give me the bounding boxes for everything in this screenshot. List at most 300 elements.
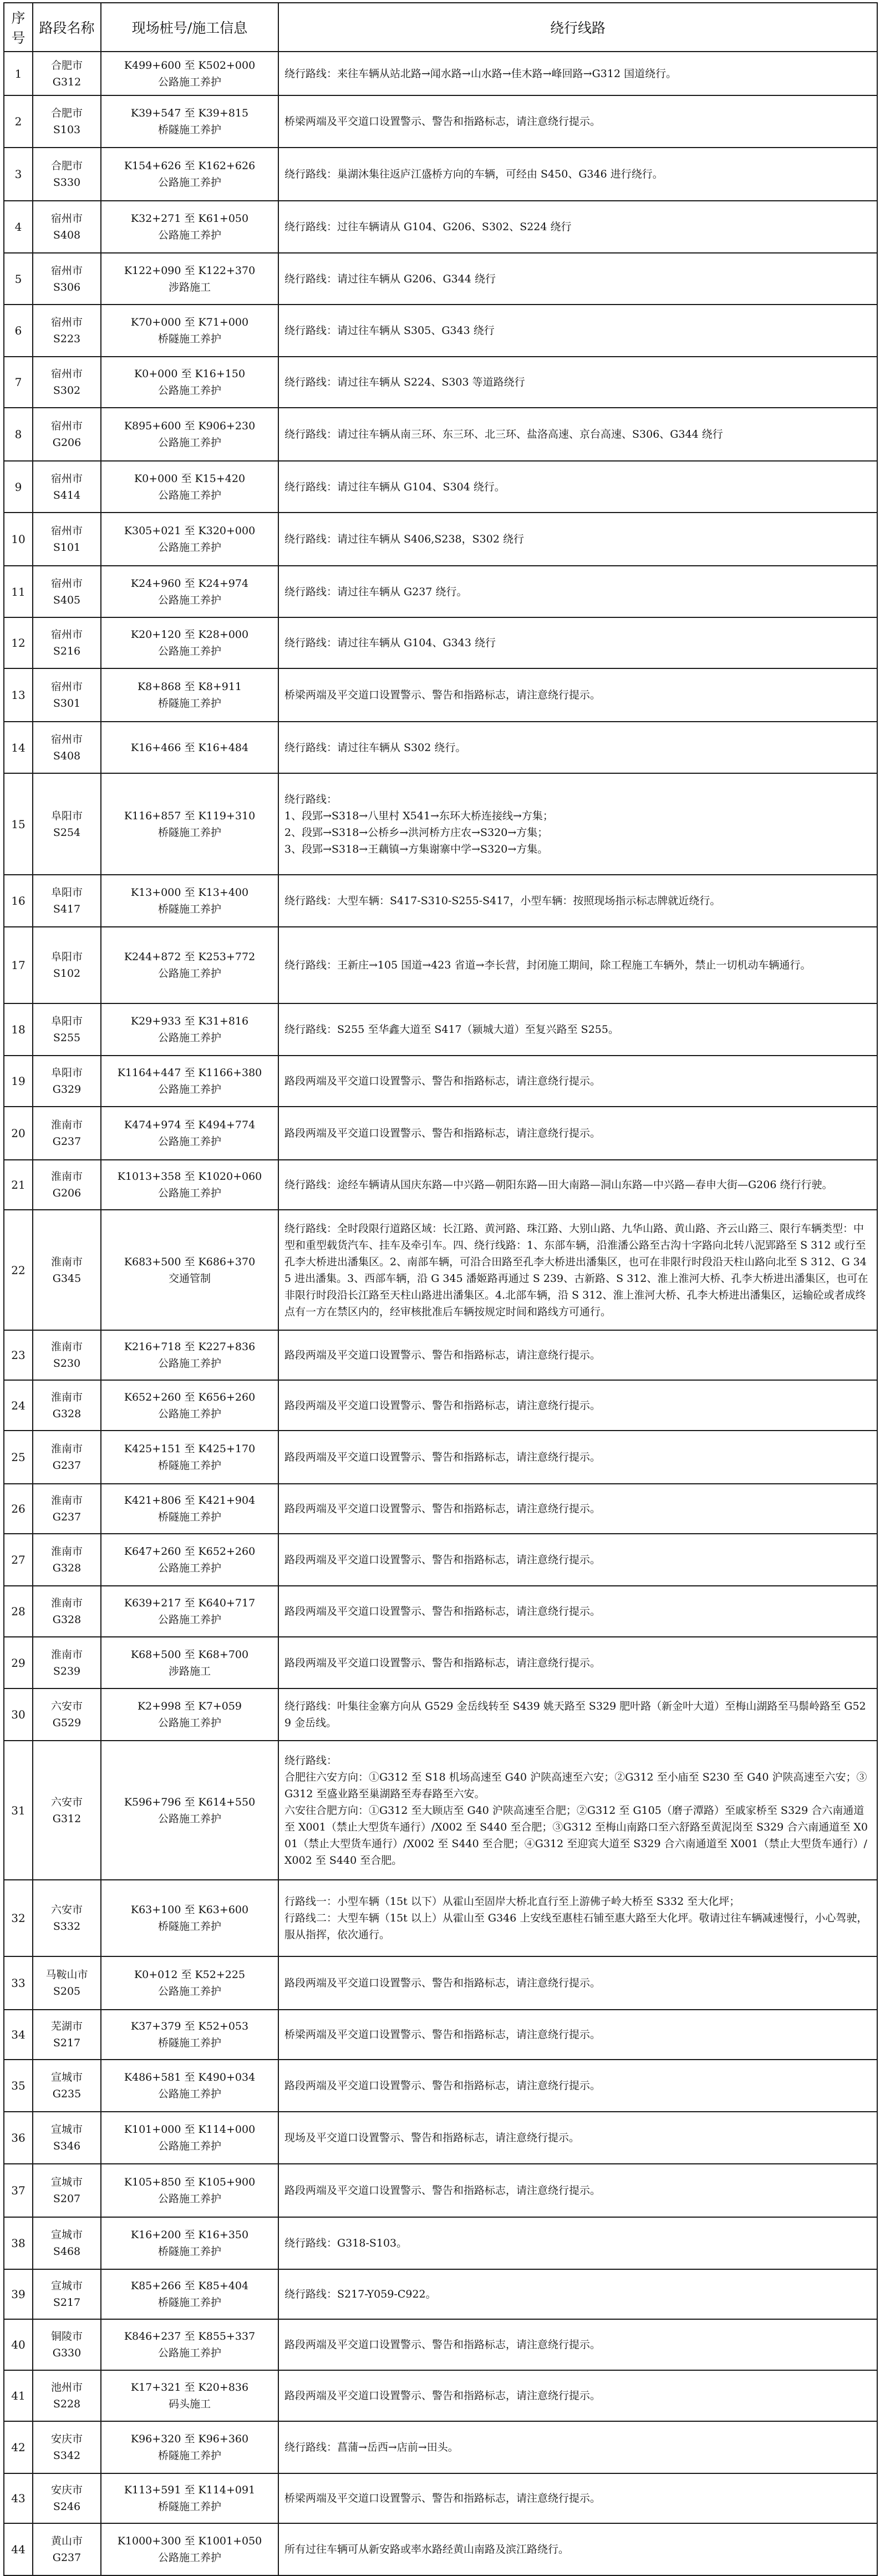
detour-route	[278, 201, 877, 253]
road-name-line: S230	[53, 1357, 81, 1370]
row-number: 19	[4, 1056, 33, 1107]
pile-info-line: 涉路施工	[168, 1665, 211, 1677]
row-number: 4	[4, 201, 33, 253]
row-number: 14	[4, 722, 33, 773]
pile-info-line: 公路施工养护	[157, 1407, 221, 1420]
pile-info-line: K1013+358 至 K1020+060	[117, 1170, 262, 1183]
pile-info-line: K0+000 至 K16+150	[134, 368, 246, 380]
row-number: 38	[4, 2217, 33, 2269]
pile-info	[101, 201, 278, 253]
detour-route	[278, 1107, 877, 1160]
road-name	[33, 1741, 101, 1880]
detour-route	[278, 148, 877, 201]
pile-info	[101, 305, 278, 357]
pile-info-line: K113+591 至 K114+091	[124, 2484, 256, 2496]
pile-info-line: 桥隧施工养护	[157, 2245, 221, 2258]
detour-route-line: 路段两端及平交道口设置警示、警告和指路标志，请注意绕行提示。	[284, 1075, 601, 1087]
detour-route	[278, 1380, 877, 1431]
table-row	[4, 927, 877, 1003]
detour-route-line: 路段两端及平交道口设置警示、警告和指路标志，请注意绕行提示。	[284, 1399, 601, 1412]
pile-info-line: K116+857 至 K119+310	[124, 809, 256, 822]
road-name	[33, 2010, 101, 2060]
table-row	[4, 875, 877, 927]
table-row	[4, 1380, 877, 1431]
row-number: 42	[4, 2421, 33, 2473]
road-name	[33, 1431, 101, 1484]
road-name	[33, 513, 101, 566]
detour-route	[278, 2370, 877, 2421]
table-row	[4, 1586, 877, 1637]
pile-info	[101, 875, 278, 927]
row-number: 12	[4, 617, 33, 668]
pile-info-line: K895+600 至 K906+230	[124, 420, 256, 432]
row-number: 13	[4, 668, 33, 722]
header-row	[4, 3, 877, 52]
pile-info	[101, 1160, 278, 1210]
road-name-line: 淮南市	[50, 1648, 83, 1661]
road-name-line: 宿州市	[50, 681, 83, 693]
row-number: 10	[4, 513, 33, 566]
pile-info-line: K652+260 至 K656+260	[124, 1391, 256, 1403]
pile-info-line: K425+151 至 K425+170	[124, 1443, 256, 1455]
road-name-line: G328	[52, 1407, 82, 1420]
table-row	[4, 2370, 877, 2421]
road-name-line: S254	[53, 826, 81, 839]
road-name-line: 阜阳市	[50, 809, 83, 822]
pile-info	[101, 2370, 278, 2421]
pile-info-line: 公路施工养护	[157, 2193, 221, 2205]
detour-route	[278, 1688, 877, 1741]
road-name-line: 芜湖市	[50, 2020, 83, 2032]
road-name	[33, 1330, 101, 1380]
table-row	[4, 95, 877, 148]
road-name	[33, 1637, 101, 1688]
road-name-line: 宿州市	[50, 212, 83, 225]
detour-route	[278, 2010, 877, 2060]
pile-info-line: 桥隧施工养护	[157, 1459, 221, 1472]
pile-info-line: 公路施工养护	[157, 2347, 221, 2359]
road-name	[33, 617, 101, 668]
pile-info-line: 桥隧施工养护	[157, 2296, 221, 2309]
pile-info	[101, 2010, 278, 2060]
road-name-line: 宿州市	[50, 316, 83, 328]
road-name	[33, 2112, 101, 2164]
pile-info	[101, 253, 278, 305]
road-name-line: 宿州市	[50, 264, 83, 277]
road-name	[33, 2217, 101, 2269]
row-number: 29	[4, 1637, 33, 1688]
pile-info	[101, 2473, 278, 2523]
row-number: 21	[4, 1160, 33, 1210]
row-number: 28	[4, 1586, 33, 1637]
road-name	[33, 461, 101, 513]
pile-info	[101, 95, 278, 148]
pile-info-line: 公路施工养护	[157, 541, 221, 554]
road-name-line: G235	[52, 2088, 82, 2100]
road-name	[33, 773, 101, 875]
table-row	[4, 408, 877, 461]
detour-route-line: 绕行路线：巢湖沐集往返庐江盛桥方向的车辆，可经由 S450、G346 进行绕行。	[284, 168, 663, 180]
detour-route	[278, 461, 877, 513]
pile-info	[101, 148, 278, 201]
road-name	[33, 357, 101, 408]
pile-info-line: K639+217 至 K640+717	[124, 1597, 256, 1609]
row-number: 22	[4, 1210, 33, 1330]
pile-info-line: K70+000 至 K71+000	[130, 316, 249, 328]
table-row	[4, 1003, 877, 1056]
detour-route-line: 路段两端及平交道口设置警示、警告和指路标志，请注意绕行提示。	[284, 1503, 601, 1515]
road-name	[33, 1003, 101, 1056]
road-name-line: G345	[52, 1272, 82, 1285]
pile-info	[101, 2112, 278, 2164]
pile-info	[101, 566, 278, 617]
pile-info	[101, 773, 278, 875]
row-number: 18	[4, 1003, 33, 1056]
table-row	[4, 2319, 877, 2370]
pile-info-line: 桥隧施工养护	[157, 333, 221, 345]
detour-route	[278, 2473, 877, 2523]
pile-info-line: 公路施工养护	[157, 1032, 221, 1044]
row-number: 31	[4, 1741, 33, 1880]
row-number: 27	[4, 1534, 33, 1586]
detour-route-line: 绕行路线：G318-S103。	[284, 2237, 408, 2249]
table-row	[4, 773, 877, 875]
road-name-line: S417	[53, 903, 81, 915]
road-name-line: S228	[53, 2398, 81, 2410]
pile-info	[101, 408, 278, 461]
row-number: 9	[4, 461, 33, 513]
pile-info-line: 公路施工养护	[157, 1562, 221, 1574]
road-name-line: 淮南市	[50, 1545, 83, 1558]
pile-info-line: 公路施工养护	[157, 176, 221, 189]
pile-info	[101, 722, 278, 773]
road-name	[33, 95, 101, 148]
table-row	[4, 2060, 877, 2112]
pile-info-line: K37+379 至 K52+053	[130, 2020, 249, 2032]
road-name-line: S102	[53, 967, 81, 980]
row-number: 39	[4, 2269, 33, 2319]
pile-info	[101, 2319, 278, 2370]
row-number: 44	[4, 2523, 33, 2575]
detour-route	[278, 513, 877, 566]
road-name-line: G312	[52, 75, 82, 88]
detour-route-line: 绕行路线：	[284, 1754, 338, 1767]
road-name-line: S306	[53, 281, 81, 293]
row-number: 34	[4, 2010, 33, 2060]
pile-info-line: 公路施工养护	[157, 75, 221, 88]
road-name-line: S255	[53, 1032, 81, 1044]
pile-info	[101, 1688, 278, 1741]
pile-info-line: K105+850 至 K105+900	[124, 2176, 256, 2188]
table-row	[4, 2523, 877, 2575]
pile-info-line: 公路施工养护	[157, 1717, 221, 1729]
row-number: 40	[4, 2319, 33, 2370]
road-name-line: S408	[53, 749, 81, 762]
pile-info-line: K305+021 至 K320+000	[124, 525, 256, 537]
detour-route-line: 行路线二：大型车辆（15t 以上）从霍山至 G346 上安线至惠桂石铺至惠大路至大化坪。敬请过往车辆减速慢行，小心驾驶，服从指挥，依次通行。	[284, 1912, 868, 1941]
detour-route	[278, 2060, 877, 2112]
pile-info-line: K101+000 至 K114+000	[124, 2123, 256, 2136]
pile-info-line: K596+796 至 K614+550	[124, 1796, 256, 1808]
road-name	[33, 1107, 101, 1160]
road-name-line: G206	[52, 437, 82, 449]
road-name-line: 淮南市	[50, 1170, 83, 1183]
detour-route-line: 绕行路线：请过往车辆从 G104、S304 绕行。	[284, 480, 505, 493]
road-name-line: 阜阳市	[50, 886, 83, 899]
pile-info-line: 公路施工养护	[157, 967, 221, 980]
pile-info	[101, 927, 278, 1003]
table-row	[4, 148, 877, 201]
road-name-line: 淮南市	[50, 1443, 83, 1455]
road-name-line: 合肥市	[50, 107, 83, 119]
detour-route	[278, 2269, 877, 2319]
table-row	[4, 2217, 877, 2269]
road-name	[33, 201, 101, 253]
detour-route	[278, 1484, 877, 1534]
detour-route	[278, 927, 877, 1003]
table-row	[4, 2269, 877, 2319]
detour-route-line: 路段两端及平交道口设置警示、警告和指路标志，请注意绕行提示。	[284, 1656, 601, 1669]
row-number: 1	[4, 52, 33, 95]
road-name	[33, 1534, 101, 1586]
detour-route	[278, 566, 877, 617]
pile-info-line: K846+237 至 K855+337	[124, 2330, 256, 2342]
pile-info	[101, 1484, 278, 1534]
road-name-line: S207	[53, 2193, 81, 2205]
detour-route-line: 绕行路线：途经车辆请从国庆东路—中兴路—朝阳东路—田大南路—洞山东路—中兴路—春申大街—G206 绕行行驶。	[284, 1179, 833, 1191]
road-name	[33, 668, 101, 722]
road-name-line: 马鞍山市	[45, 1969, 88, 1981]
road-name	[33, 566, 101, 617]
pile-info	[101, 1956, 278, 2010]
detour-route-line: 路段两端及平交道口设置警示、警告和指路标志，请注意绕行提示。	[284, 2080, 601, 2092]
row-number: 36	[4, 2112, 33, 2164]
row-number: 26	[4, 1484, 33, 1534]
detour-route	[278, 1741, 877, 1880]
table-row	[4, 2473, 877, 2523]
detour-route	[278, 1637, 877, 1688]
detour-route-line: 绕行路线：请过往车辆从 S305、G343 绕行	[284, 324, 495, 337]
road-name-line: 安庆市	[50, 2433, 83, 2445]
pile-info-line: K122+090 至 K122+370	[124, 264, 256, 277]
pile-info	[101, 2217, 278, 2269]
pile-info-line: 桥隧施工养护	[157, 1920, 221, 1933]
pile-info	[101, 1534, 278, 1586]
pile-info-line: K63+100 至 K63+600	[130, 1904, 249, 1916]
road-name-line: S246	[53, 2501, 81, 2513]
pile-info-line: 桥隧施工养护	[157, 2037, 221, 2049]
pile-info	[101, 1107, 278, 1160]
road-name-line: 六安市	[50, 1796, 83, 1808]
detour-route-line: 路段两端及平交道口设置警示、警告和指路标志，请注意绕行提示。	[284, 1127, 601, 1139]
pile-info-line: 桥隧施工养护	[157, 697, 221, 709]
pile-info	[101, 668, 278, 722]
road-name-line: S414	[53, 489, 81, 501]
detour-route-line: 路段两端及平交道口设置警示、警告和指路标志，请注意绕行提示。	[284, 2184, 601, 2197]
pile-info-line: K421+806 至 K421+904	[124, 1494, 256, 1507]
road-name	[33, 2060, 101, 2112]
road-name-line: G312	[52, 1812, 82, 1825]
row-number: 25	[4, 1431, 33, 1484]
road-name-line: S332	[53, 1920, 81, 1933]
road-name-line: S239	[53, 1665, 81, 1677]
road-name	[33, 2473, 101, 2523]
road-name-line: S205	[53, 1985, 81, 1997]
table-row	[4, 357, 877, 408]
pile-info	[101, 2164, 278, 2217]
road-name-line: S216	[53, 645, 81, 657]
road-name-line: S342	[53, 2450, 81, 2462]
table-row	[4, 668, 877, 722]
pile-info	[101, 357, 278, 408]
pile-info-line: 桥隧施工养护	[157, 124, 221, 136]
pile-info-line: 涉路施工	[168, 281, 211, 293]
detour-route	[278, 1586, 877, 1637]
pile-info	[101, 1431, 278, 1484]
pile-info-line: K683+500 至 K686+370	[124, 1255, 256, 1268]
detour-route-line: 路段两端及平交道口设置警示、警告和指路标志，请注意绕行提示。	[284, 1605, 601, 1617]
road-name-line: S405	[53, 594, 81, 606]
pile-info	[101, 1210, 278, 1330]
row-number: 8	[4, 408, 33, 461]
detour-route-line: 路段两端及平交道口设置警示、警告和指路标志，请注意绕行提示。	[284, 2339, 601, 2351]
road-name	[33, 2421, 101, 2473]
road-name-line: 淮南市	[50, 1494, 83, 1507]
pile-info-line: K16+200 至 K16+350	[130, 2229, 249, 2241]
table-row	[4, 1741, 877, 1880]
table-row	[4, 253, 877, 305]
road-name	[33, 1586, 101, 1637]
road-name-line: 宣城市	[50, 2280, 83, 2292]
pile-info-line: 公路施工养护	[157, 2552, 221, 2564]
table-row	[4, 1431, 877, 1484]
pile-info-line: 桥隧施工养护	[157, 2501, 221, 2513]
row-number: 3	[4, 148, 33, 201]
road-name-line: G529	[52, 1717, 82, 1729]
pile-info	[101, 1003, 278, 1056]
detour-route	[278, 2523, 877, 2575]
road-name-line: 宣城市	[50, 2123, 83, 2136]
road-name-line: 宣城市	[50, 2071, 83, 2083]
pile-info-line: 公路施工养护	[157, 384, 221, 397]
pile-info-line: K0+000 至 K15+420	[134, 472, 246, 485]
detour-route	[278, 617, 877, 668]
detour-route	[278, 1160, 877, 1210]
pile-info	[101, 617, 278, 668]
road-name	[33, 408, 101, 461]
road-name-line: 宿州市	[50, 420, 83, 432]
detour-route	[278, 1880, 877, 1956]
road-name	[33, 1880, 101, 1956]
detour-route-line: 桥梁两端及平交道口设置警示、警告和指路标志，请注意绕行提示。	[284, 2492, 601, 2504]
detour-route-line: 绕行路线：S255 至华鑫大道至 S417（颍城大道）至复兴路至 S255。	[284, 1023, 619, 1036]
road-name	[33, 2370, 101, 2421]
detour-route	[278, 305, 877, 357]
road-name	[33, 305, 101, 357]
detour-route-line: 1、段郢→S318→八里村 X541→东环大桥连接线→方集；	[284, 809, 553, 822]
road-name-line: 安庆市	[50, 2484, 83, 2496]
pile-info	[101, 1380, 278, 1431]
pile-info-line: K13+000 至 K13+400	[130, 886, 249, 899]
row-number: 2	[4, 95, 33, 148]
detour-route-line: 3、段郢→S318→王藕镇→方集谢寨中学→S320→方集。	[284, 843, 548, 855]
pile-info	[101, 2060, 278, 2112]
detour-route-line: 绕行路线：叶集往金寨方向从 G529 金岳线转至 S439 姚天路至 S329 肥叶路（新金叶大道）至梅山湖路至马鬃岭路至 G529 金岳线。	[284, 1700, 866, 1729]
pile-info-line: 公路施工养护	[157, 1614, 221, 1626]
pile-info-line: K29+933 至 K31+816	[130, 1015, 249, 1027]
detour-route-line: 六安往合肥方向：①G312 至大顾店至 G40 沪陕高速至合肥；②G312 至 G105（磨子潭路）至戚家桥至 S329 合六南通道至 X001（禁止大型货车通行）/X002 至 S440 至合肥；③G312 至梅山南路口至六舒路至黄泥岗至 S329 合六南通道至 X001（禁止大型货车通行）/X002 至 S440 至合肥；④G312 至迎宾大道至 S329 合六南通道至 X001（禁止大型货车通行）/X002 至 S440 至合肥。	[284, 1804, 868, 1867]
road-name-line: 六安市	[50, 1904, 83, 1916]
road-name	[33, 2319, 101, 2370]
table-row	[4, 2112, 877, 2164]
detour-route-line: 路段两端及平交道口设置警示、警告和指路标志，请注意绕行提示。	[284, 1451, 601, 1463]
pile-info	[101, 2523, 278, 2575]
road-name-line: 六安市	[50, 1700, 83, 1712]
pile-info-line: K96+320 至 K96+360	[130, 2433, 249, 2445]
detour-route	[278, 668, 877, 722]
road-name-line: G206	[52, 1187, 82, 1199]
detour-route-line: 绕行路线：全时段限行道路区域：长江路、黄河路、珠江路、大别山路、九华山路、黄山路、齐云山路三、限行车辆类型：中型和重型载货汽车、挂车及牵引车。四、绕行线路：1、东部车辆，沿淮潘公路至古沟十字路向北转八泥郢路至 S 312 或行至孔李大桥进出潘集区。2、南部车辆，可沿合田路至孔李大桥进出潘集区，也可在非限行时段沿天柱山路向北至 S 312、G 345 进出潘集。3、西部车辆，沿 G 345 潘姬路再通过 S 239、古新路、S 312、淮上淮河大桥、孔李大桥进出潘集区，也可在非限行时段沿长江路至天柱山路进出潘集区。4.北部车辆，沿 S 312、淮上淮河大桥、孔李大桥进出潘集区，运输砼或者成终点有一方在禁区内的，经审核批准后车辆按规定时间和路线方可通行。	[284, 1222, 868, 1318]
road-name	[33, 927, 101, 1003]
table-row	[4, 1880, 877, 1956]
detour-route	[278, 875, 877, 927]
pile-info-line: K85+266 至 K85+404	[130, 2280, 249, 2292]
detour-route-line: 绕行路线：过往车辆请从 G104、G206、S302、S224 绕行	[284, 221, 572, 233]
pile-info	[101, 1586, 278, 1637]
road-name	[33, 2164, 101, 2217]
pile-info-line: 公路施工养护	[157, 1985, 221, 1997]
row-number: 24	[4, 1380, 33, 1431]
detour-route-line: 桥梁两端及平交道口设置警示、警告和指路标志，请注意绕行提示。	[284, 2029, 601, 2041]
pile-info-line: K486+581 至 K490+034	[124, 2071, 256, 2083]
road-name-line: 淮南市	[50, 1341, 83, 1353]
table-row	[4, 1160, 877, 1210]
row-number: 37	[4, 2164, 33, 2217]
road-name	[33, 1056, 101, 1107]
road-name-line: 宣城市	[50, 2229, 83, 2241]
row-number: 16	[4, 875, 33, 927]
table-row	[4, 513, 877, 566]
road-name-line: 宣城市	[50, 2176, 83, 2188]
pile-info-line: 公路施工养护	[157, 2088, 221, 2100]
table-row	[4, 52, 877, 95]
pile-info-line: K32+271 至 K61+050	[130, 212, 249, 225]
road-name-line: 黄山市	[50, 2535, 83, 2547]
detour-route	[278, 2421, 877, 2473]
pile-info-line: K24+960 至 K24+974	[130, 577, 249, 590]
road-name-line: 淮南市	[50, 1255, 83, 1268]
pile-info-line: 公路施工养护	[157, 1812, 221, 1825]
road-name-line: G237	[52, 1511, 82, 1523]
pile-info-line: 公路施工养护	[157, 229, 221, 241]
row-number: 7	[4, 357, 33, 408]
road-name-line: S301	[53, 697, 81, 709]
row-number: 15	[4, 773, 33, 875]
pile-info-line: K0+012 至 K52+225	[134, 1969, 246, 1981]
pile-info-line: 公路施工养护	[157, 1083, 221, 1096]
detour-route-line: 绕行路线：S217-Y059-C922。	[284, 2288, 436, 2300]
road-name-line: S408	[53, 229, 81, 241]
pile-info-line: K39+547 至 K39+815	[130, 107, 249, 119]
pile-info-line: 交通管制	[168, 1272, 211, 1285]
detour-route-line: 路段两端及平交道口设置警示、警告和指路标志，请注意绕行提示。	[284, 2390, 601, 2402]
table-row	[4, 1637, 877, 1688]
road-name	[33, 722, 101, 773]
road-name-line: G237	[52, 1135, 82, 1148]
detour-route	[278, 95, 877, 148]
pile-info-line: K244+872 至 K253+772	[124, 951, 256, 963]
road-name-line: 宿州市	[50, 733, 83, 746]
